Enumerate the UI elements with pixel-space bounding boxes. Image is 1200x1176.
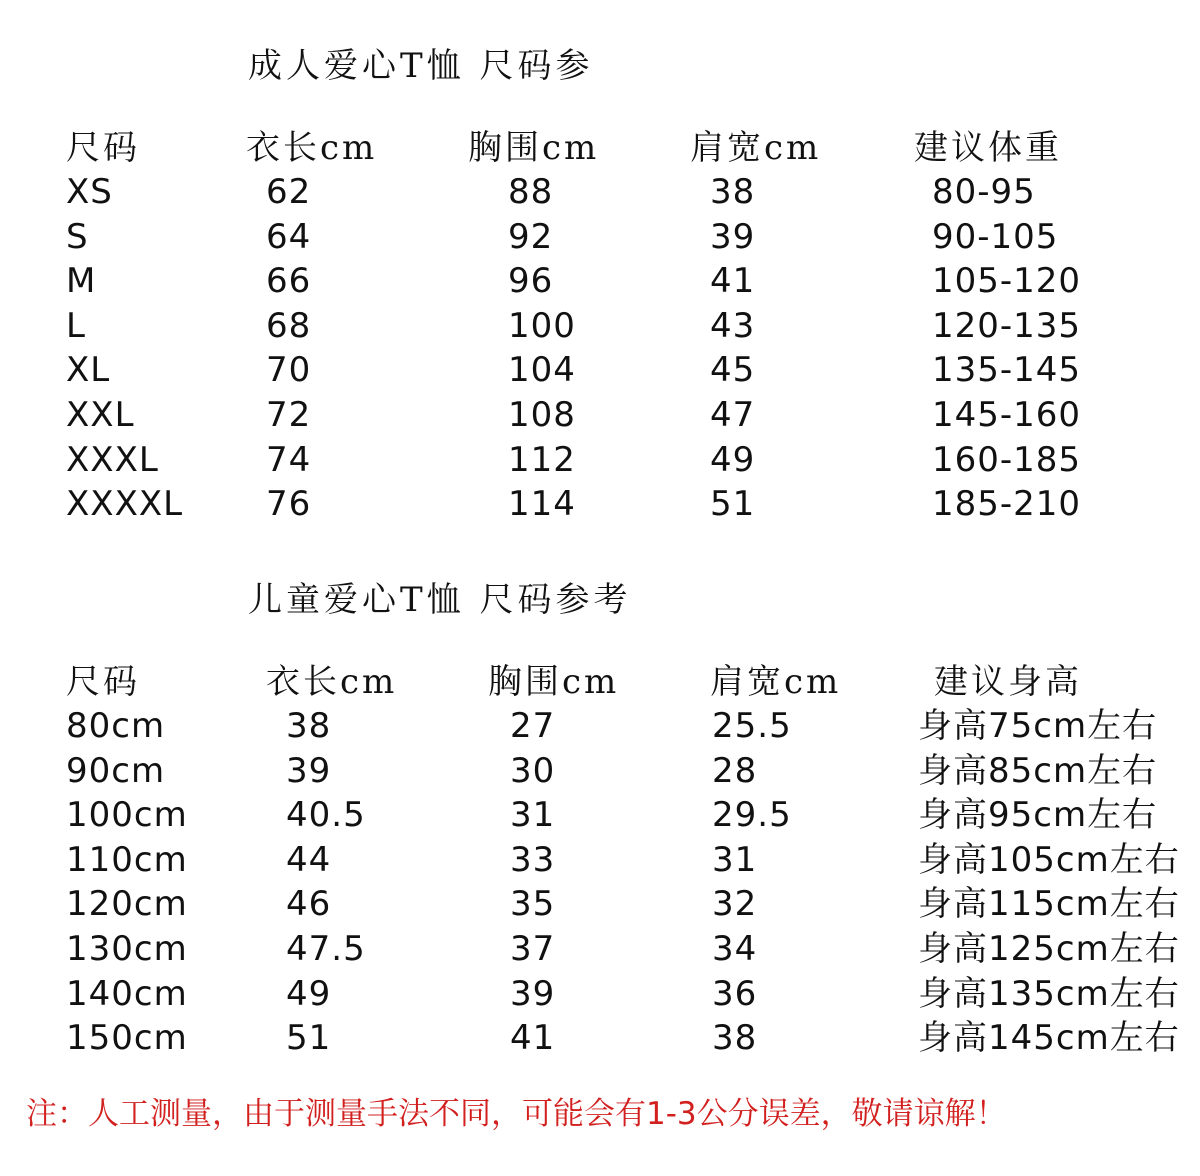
table-cell: 64 [266,216,312,257]
table-row [0,393,1200,437]
table-row [0,749,1200,793]
table-cell: S [66,216,89,257]
table-row [0,170,1200,214]
table-cell: 29.5 [712,795,792,836]
table-cell: L [66,305,86,346]
table-cell: 160-185 [932,439,1082,480]
table-cell: 70 [266,350,312,391]
table-cell: 140cm [66,973,188,1014]
table-cell: 104 [508,350,576,391]
table-cell: 145-160 [932,395,1082,435]
adult-table-title: 成人爱心T恤 尺码参 [248,46,594,86]
table-row [0,793,1200,837]
table-cell: 41 [710,261,756,302]
table-cell: 38 [286,706,332,746]
table-cell: 41 [510,1018,556,1059]
table-cell: 120cm [66,884,188,925]
column-header: 衣长cm [246,128,378,168]
table-cell: 120-135 [932,305,1082,346]
table-cell: 34 [712,929,758,969]
table-row [0,482,1200,526]
table-cell: 62 [266,172,312,212]
table-cell: 100 [508,305,576,346]
table-cell: 108 [508,395,576,435]
table-cell: 36 [712,973,758,1014]
table-cell: 90cm [66,750,166,791]
table-cell: XXXXL [66,484,184,525]
table-cell: 51 [710,484,756,525]
table-cell: XS [66,172,113,212]
table-cell: 身高105cm左右 [918,839,1180,880]
column-header: 胸围cm [468,128,600,168]
column-header: 衣长cm [266,662,398,702]
table-cell: 31 [712,839,758,880]
table-cell: 76 [266,484,312,525]
table-cell: 30 [510,750,556,791]
column-header: 肩宽cm [710,662,842,702]
child-table-title: 儿童爱心T恤 尺码参考 [248,580,632,620]
table-row [0,1016,1200,1060]
table-row [0,704,1200,748]
table-header-row [0,660,1200,704]
table-row [0,972,1200,1016]
table-cell: 66 [266,261,312,302]
table-row [0,215,1200,259]
table-cell: 39 [710,216,756,257]
table-cell: 32 [712,884,758,925]
table-cell: 110cm [66,839,188,880]
table-cell: 92 [508,216,554,257]
table-cell: 150cm [66,1018,188,1059]
table-cell: 33 [510,839,556,880]
table-cell: 74 [266,439,312,480]
column-header: 肩宽cm [690,128,822,168]
table-cell: 96 [508,261,554,302]
table-cell: 68 [266,305,312,346]
table-cell: 135-145 [932,350,1082,391]
table-cell: 72 [266,395,312,435]
table-cell: XL [66,350,111,391]
table-cell: 37 [510,929,556,969]
table-cell: 47 [710,395,756,435]
table-cell: 80-95 [932,172,1036,212]
column-header: 建议身高 [934,662,1082,702]
table-row [0,348,1200,392]
column-header: 建议体重 [914,128,1062,168]
table-row [0,259,1200,303]
column-header: 尺码 [66,128,140,168]
table-cell: 100cm [66,795,188,836]
table-cell: 身高125cm左右 [918,929,1180,969]
table-cell: M [66,261,97,302]
column-header: 胸围cm [488,662,620,702]
table-cell: XXXL [66,439,159,480]
table-row [0,927,1200,971]
table-cell: 28 [712,750,758,791]
table-cell: 40.5 [286,795,366,836]
table-header-row [0,126,1200,170]
table-cell: 31 [510,795,556,836]
table-cell: 39 [286,750,332,791]
table-row [0,838,1200,882]
table-cell: 身高145cm左右 [918,1018,1180,1059]
table-cell: 身高95cm左右 [918,795,1158,836]
table-cell: 46 [286,884,332,925]
table-cell: 39 [510,973,556,1014]
table-cell: 44 [286,839,332,880]
table-cell: 112 [508,439,576,480]
table-cell: 38 [712,1018,758,1059]
table-cell: 49 [286,973,332,1014]
table-cell: 身高75cm左右 [918,706,1158,746]
table-cell: 49 [710,439,756,480]
table-cell: 51 [286,1018,332,1059]
column-header: 尺码 [66,662,140,702]
table-cell: 身高115cm左右 [918,884,1180,925]
table-cell: 身高135cm左右 [918,973,1180,1014]
table-cell: 185-210 [932,484,1082,525]
table-row [0,438,1200,482]
table-cell: 80cm [66,706,166,746]
table-cell: 90-105 [932,216,1059,257]
table-cell: 114 [508,484,576,525]
table-cell: 130cm [66,929,188,969]
table-cell: 43 [710,305,756,346]
table-cell: 45 [710,350,756,391]
measurement-note: 注：人工测量，由于测量手法不同，可能会有1-3公分误差，敬请谅解！ [26,1096,1007,1132]
table-cell: 105-120 [932,261,1082,302]
table-cell: 25.5 [712,706,792,746]
table-cell: 47.5 [286,929,366,969]
table-row [0,882,1200,926]
table-cell: 35 [510,884,556,925]
table-cell: XXL [66,395,135,435]
table-cell: 38 [710,172,756,212]
table-cell: 身高85cm左右 [918,750,1158,791]
table-row [0,304,1200,348]
table-cell: 88 [508,172,554,212]
table-cell: 27 [510,706,556,746]
